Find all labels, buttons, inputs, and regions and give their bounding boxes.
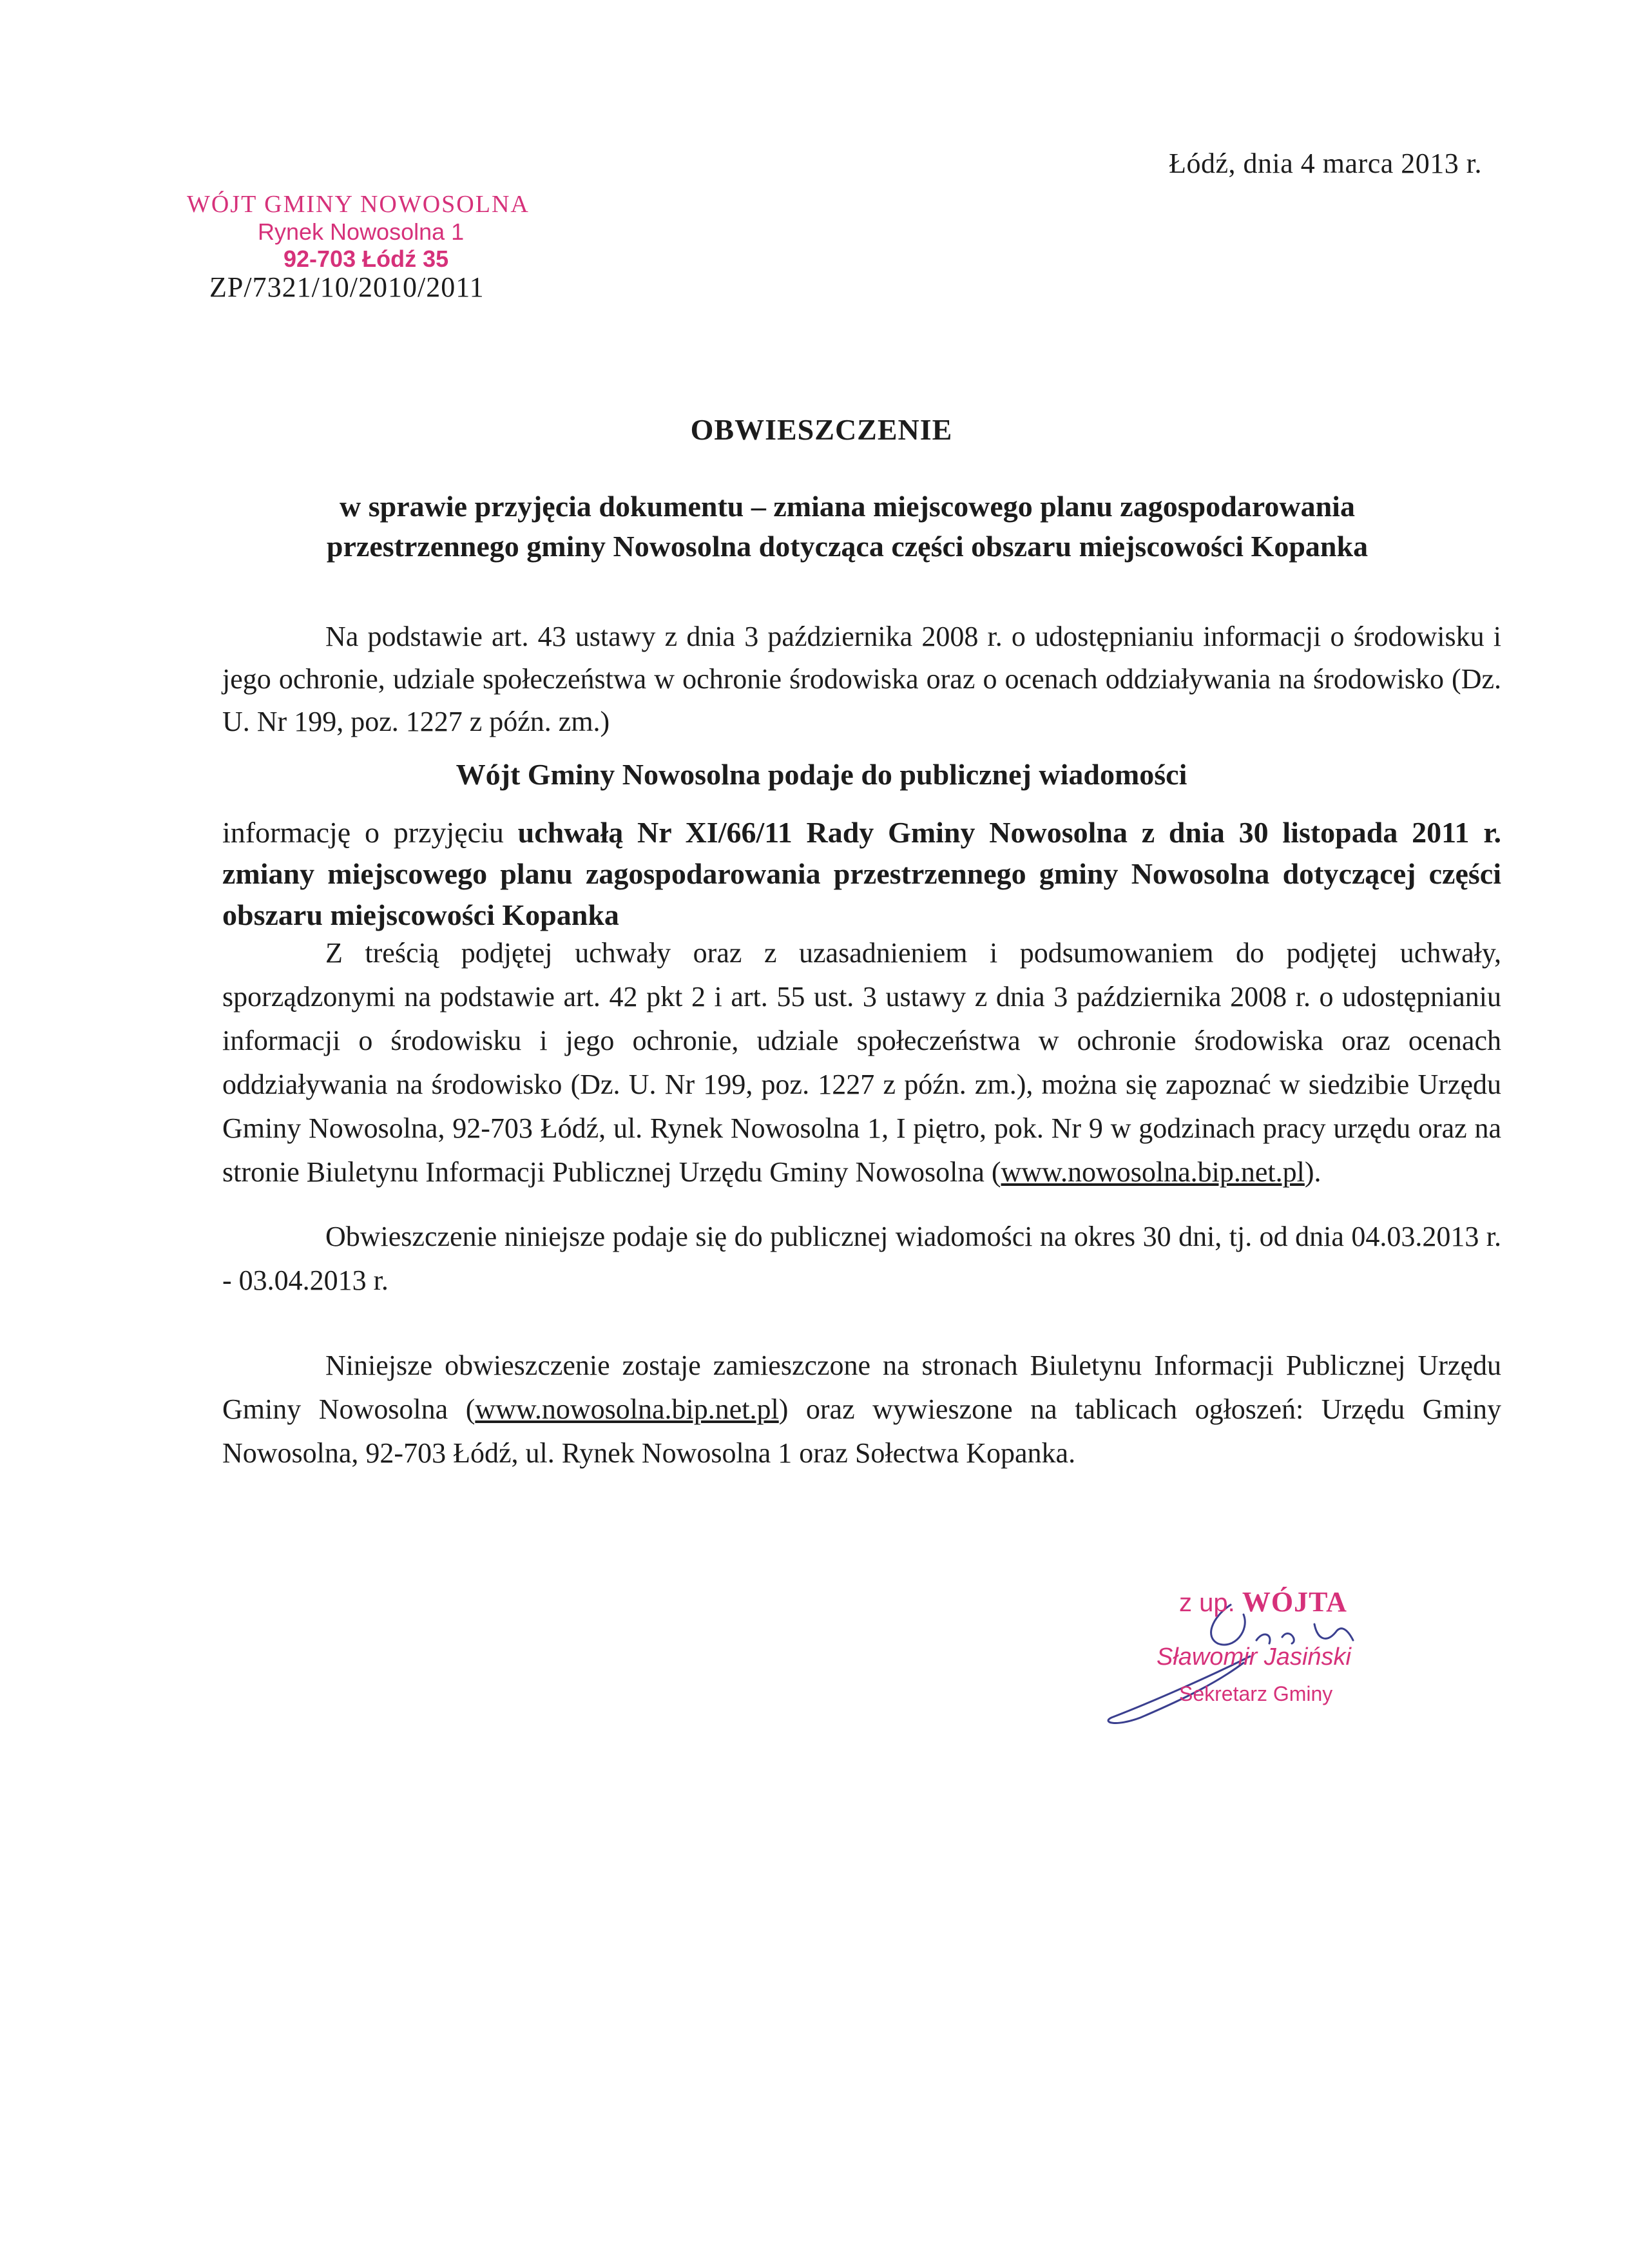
- bip-link-2[interactable]: www.nowosolna.bip.net.pl: [475, 1393, 779, 1425]
- signature-prefix-text: z up.: [1179, 1589, 1242, 1617]
- signature-role-strong: WÓJTA: [1242, 1586, 1347, 1618]
- resolution-intro: informację o przyjęciu: [222, 816, 518, 849]
- access-end: ).: [1304, 1156, 1321, 1188]
- bip-link[interactable]: www.nowosolna.bip.net.pl: [1001, 1156, 1305, 1188]
- announcement-heading: Wójt Gminy Nowosolna podaje do publicznej wiadomości: [456, 758, 1187, 791]
- document-subject: w sprawie przyjęcia dokumentu – zmiana miejscowego planu zagospodarowania przestrzennego gminy Nowosolna dotycząca części obszaru miejscowości Kopanka: [326, 490, 1369, 563]
- signatory-name: Sławomir Jasiński: [1157, 1643, 1351, 1671]
- stamp-line-2: Rynek Nowosolna 1: [258, 218, 465, 245]
- document-date: Łódź, dnia 4 marca 2013 r.: [1169, 148, 1482, 179]
- paragraph-publication: [222, 1344, 1501, 1475]
- resolution-details: uchwałą Nr XI/66/11 Rady Gminy Nowosolna z dnia 30 listopada 2011 r. zmiany miejscowego planu zagospodarowania przestrzennego gminy Nowosolna dotyczącej części obszaru miejscowości Kopanka: [222, 816, 1502, 931]
- document-title: OBWIESZCZENIE: [690, 413, 953, 446]
- publication-end: ) oraz wywieszone na tablicach ogłoszeń: Urzędu Gminy Nowosolna, 92-703 Łódź, ul. Rynek Nowosolna 1 oraz Sołectwa Kopanka.: [222, 1393, 1501, 1469]
- signatory-title: Sekretarz Gminy: [1179, 1682, 1333, 1705]
- signature-block: [1095, 1579, 1430, 1747]
- stamp-line-3: 92-703 Łódź 35: [283, 246, 449, 272]
- publication-start: Niniejsze obwieszczenie zostaje zamieszczone na stronach Biuletynu Informacji Publicznej Urzędu Gminy Nowosolna (: [222, 1350, 1501, 1425]
- paragraph-period: Obwieszczenie niniejsze podaje się do publicznej wiadomości na okres 30 dni, tj. od dnia 04.03.2013 r. - 03.04.2013 r.: [222, 1221, 1501, 1296]
- stamp-line-1: WÓJT GMINY NOWOSOLNA: [187, 191, 530, 218]
- reference-number: ZP/7321/10/2010/2011: [209, 271, 485, 303]
- paragraph-legal-basis: Na podstawie art. 43 ustawy z dnia 3 października 2008 r. o udostępnianiu informacji o środowisku i jego ochronie, udziale społeczeństwa w ochronie środowiska oraz o ocenach oddziaływania na środowisko (Dz. U. Nr 199, poz. 1227 z późn. zm.): [222, 621, 1501, 737]
- paragraph-access-info: [222, 931, 1501, 1194]
- paragraph-resolution: [222, 812, 1501, 936]
- signature-prefix: [1179, 1585, 1347, 1618]
- access-text: Z treścią podjętej uchwały oraz z uzasadnieniem i podsumowaniem do podjętej uchwały, sporządzonymi na podstawie art. 42 pkt 2 i art. 55 ust. 3 ustawy z dnia 3 października 2008 r. o udostępnianiu informacji o środowisku i jego ochronie, udziale społeczeństwa w ochronie środowiska oraz ocenach oddziaływania na środowisko (Dz. U. Nr 199, poz. 1227 z późn. zm.), można się zapoznać w siedzibie Urzędu Gminy Nowosolna, 92-703 Łódź, ul. Rynek Nowosolna 1, I piętro, pok. Nr 9 w godzinach pracy urzędu oraz na stronie Biuletynu Informacji Publicznej Urzędu Gminy Nowosolna (: [222, 937, 1501, 1188]
- office-stamp: [187, 190, 548, 273]
